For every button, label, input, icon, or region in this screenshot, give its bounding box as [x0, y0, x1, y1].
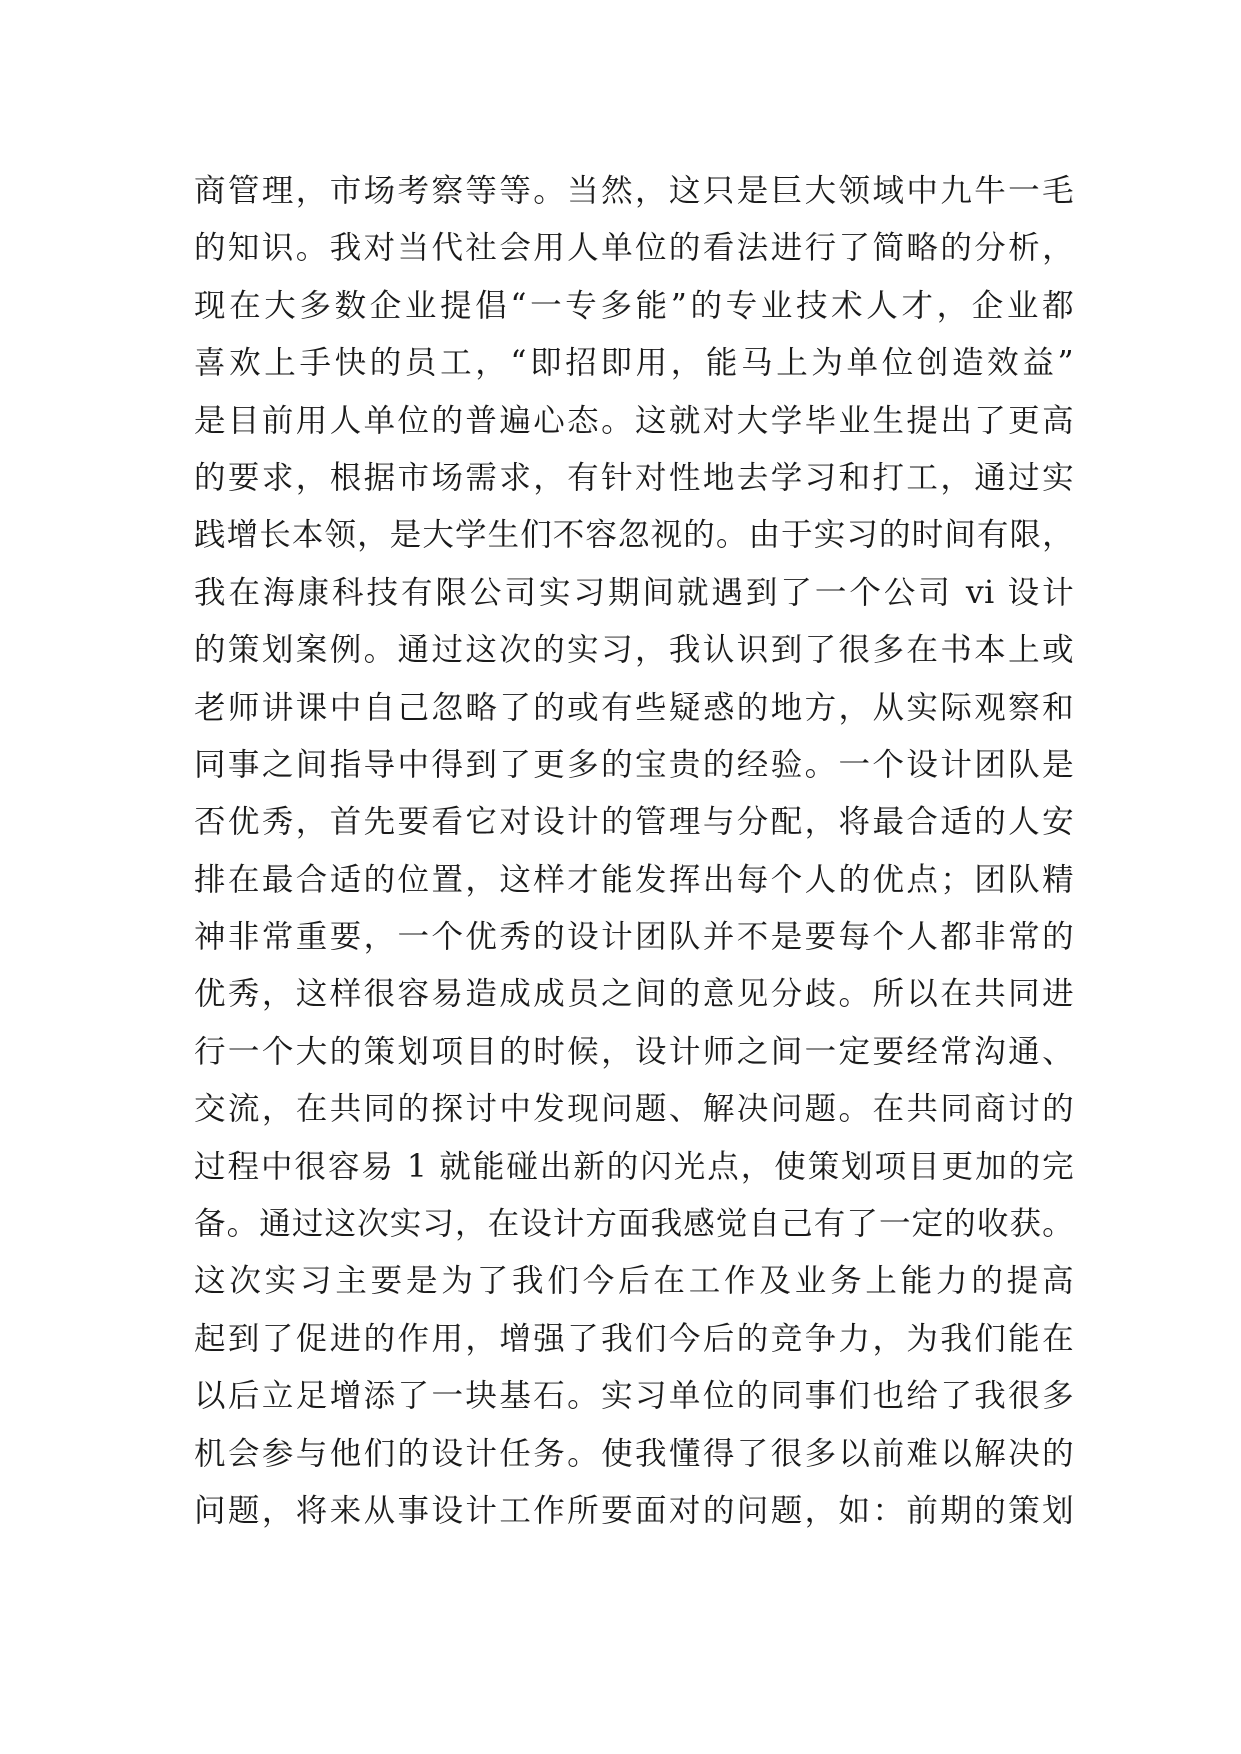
- text-line: 的策划案例。通过这次的实习，我认识到了很多在书本上或: [194, 632, 1074, 669]
- text-line: 机会参与他们的设计任务。使我懂得了很多以前难以解决的: [194, 1435, 1074, 1472]
- text-line: 的知识。我对当代社会用人单位的看法进行了简略的分析，: [194, 230, 1074, 267]
- text-line: 以后立足增添了一块基石。实习单位的同事们也给了我很多: [194, 1378, 1074, 1415]
- text-line: 排在最合适的位置，这样才能发挥出每个人的优点；团队精: [194, 861, 1074, 898]
- text-line: 否优秀，首先要看它对设计的管理与分配，将最合适的人安: [194, 804, 1074, 841]
- text-line: 同事之间指导中得到了更多的宝贵的经验。一个设计团队是: [194, 746, 1074, 783]
- text-line: 起到了促进的作用，增强了我们今后的竞争力，为我们能在: [194, 1320, 1074, 1357]
- text-line: 老师讲课中自己忽略了的或有些疑惑的地方，从实际观察和: [194, 689, 1074, 726]
- text-line: 的要求，根据市场需求，有针对性地去学习和打工，通过实: [194, 459, 1074, 496]
- text-line: 备。通过这次实习，在设计方面我感觉自己有了一定的收获。: [194, 1206, 1074, 1243]
- text-line: 是目前用人单位的普遍心态。这就对大学毕业生提出了更高: [194, 402, 1074, 439]
- text-line: 商管理，市场考察等等。当然，这只是巨大领域中九牛一毛: [194, 173, 1074, 209]
- text-line: 行一个大的策划项目的时候，设计师之间一定要经常沟通、: [194, 1033, 1074, 1070]
- text-line: 我在海康科技有限公司实习期间就遇到了一个公司 vi 设计: [194, 574, 1074, 611]
- body-text: [194, 163, 1074, 1540]
- text-line: 这次实习主要是为了我们今后在工作及业务上能力的提高: [194, 1263, 1074, 1300]
- text-line: 优秀，这样很容易造成成员之间的意见分歧。所以在共同进: [194, 976, 1074, 1013]
- text-line: 践增长本领，是大学生们不容忽视的。由于实习的时间有限，: [194, 517, 1074, 554]
- text-line: 过程中很容易 1 就能碰出新的闪光点，使策划项目更加的完: [194, 1148, 1074, 1185]
- text-line: 神非常重要，一个优秀的设计团队并不是要每个人都非常的: [194, 919, 1074, 956]
- text-line: 现在大多数企业提倡“一专多能”的专业技术人才，企业都: [194, 287, 1074, 324]
- text-line: 问题，将来从事设计工作所要面对的问题，如：前期的策划: [194, 1492, 1074, 1529]
- text-line: 喜欢上手快的员工，“即招即用，能马上为单位创造效益”: [194, 345, 1074, 382]
- text-line: 交流，在共同的探讨中发现问题、解决问题。在共同商讨的: [194, 1091, 1074, 1128]
